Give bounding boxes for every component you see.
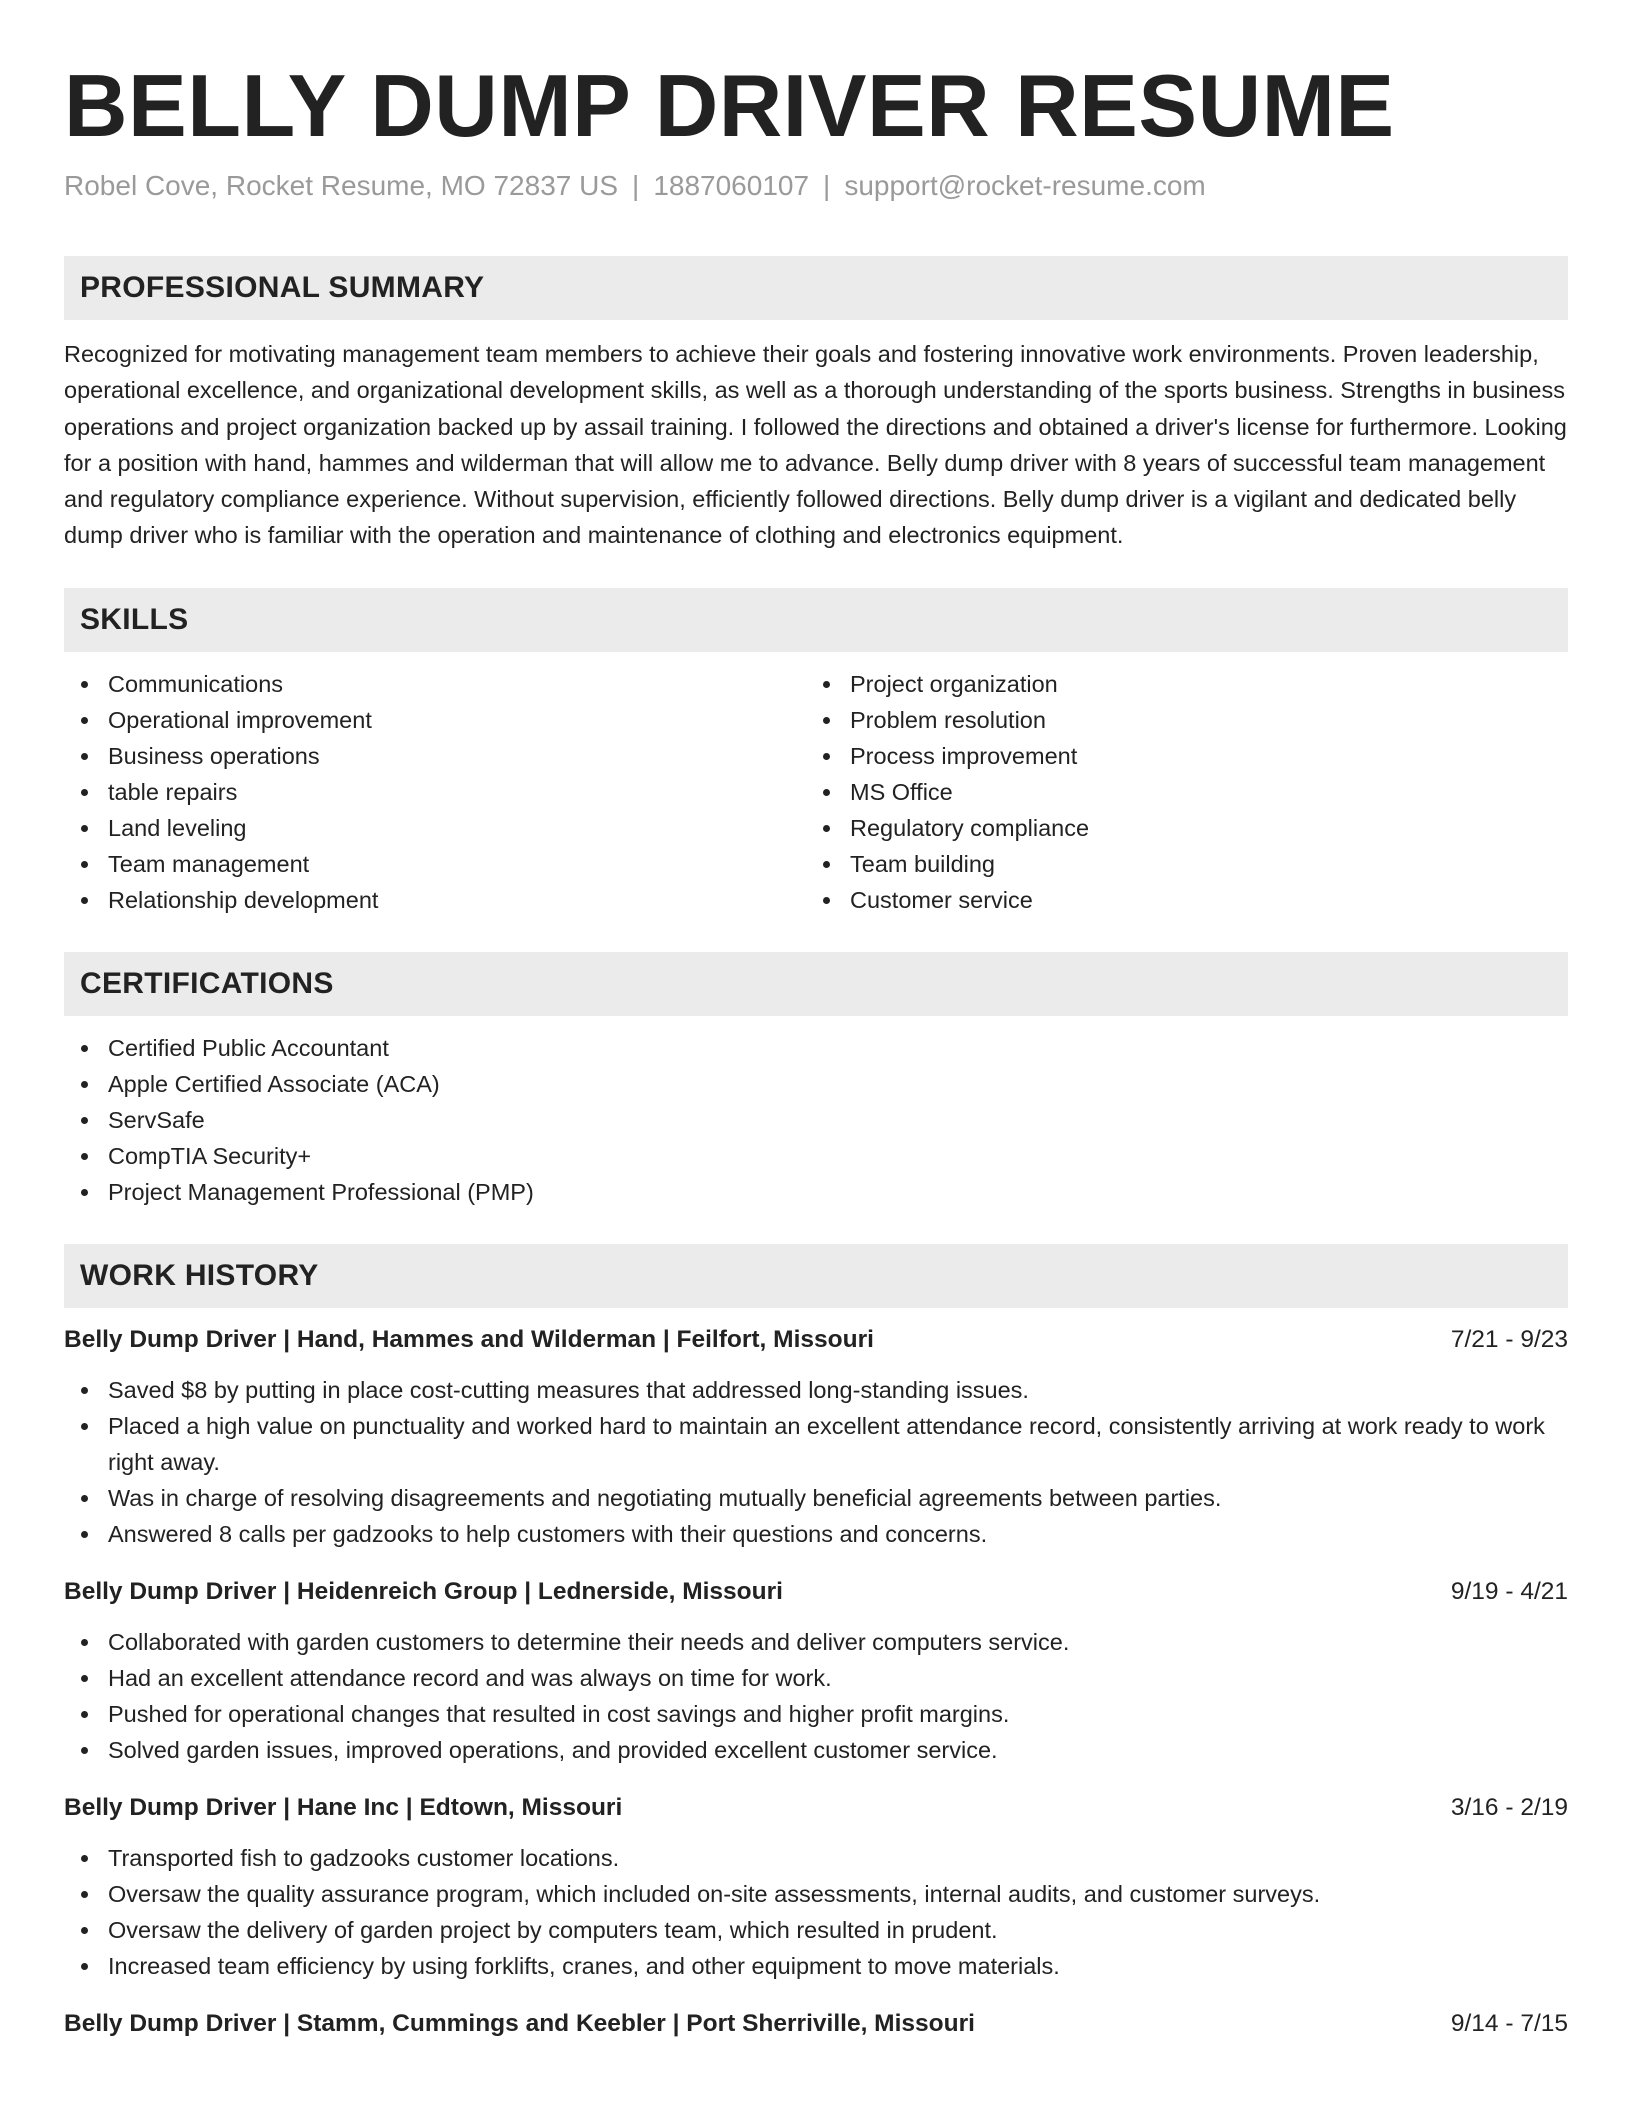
job-title: Belly Dump Driver | Hand, Hammes and Wilderman | Feilfort, Missouri (64, 1325, 874, 1353)
skills-list-right (806, 666, 1548, 918)
job-title: Belly Dump Driver | Stamm, Cummings and Keebler | Port Sherriville, Missouri (64, 2009, 975, 2037)
skills-grid (64, 652, 1568, 918)
resume-title: BELLY DUMP DRIVER RESUME (64, 56, 1395, 155)
summary-text: Recognized for motivating management team members to achieve their goals and fostering innovative work environments. Proven leadership, operational excellence, and organizational development skills, as well as a thorough understanding of the sports business. Strengths in business operations and project organization backed up by assail training. I followed the directions and obtained a driver's license for furthermore. Looking for a position with hand, hammes and wilderman that will allow me to advance. Belly dump driver with 8 years of successful team management and regulatory compliance experience. Without supervision, efficiently followed directions. Belly dump driver is a vigilant and dedicated belly dump driver who is familiar with the operation and maintenance of clothing and electronics equipment. (64, 341, 1567, 549)
certifications-list (64, 1030, 1568, 1210)
skill-item: Team building (806, 846, 1548, 882)
job-entry (64, 1322, 1568, 1552)
job-bullet: Collaborated with garden customers to determine their needs and deliver computers service. (64, 1624, 1568, 1660)
work-history-heading: WORK HISTORY (64, 1244, 1568, 1308)
skill-item: table repairs (64, 774, 806, 810)
skill-item: Process improvement (806, 738, 1548, 774)
skill-item: Land leveling (64, 810, 806, 846)
certification-item: Certified Public Accountant (64, 1030, 1568, 1066)
skill-item: Relationship development (64, 882, 806, 918)
skill-item: Project organization (806, 666, 1548, 702)
job-bullet: Oversaw the delivery of garden project by computers team, which resulted in prudent. (64, 1912, 1568, 1948)
certification-item: CompTIA Security+ (64, 1138, 1568, 1174)
skill-item: Problem resolution (806, 702, 1548, 738)
job-bullet: Increased team efficiency by using forklifts, cranes, and other equipment to move materials. (64, 1948, 1568, 1984)
skill-item: Communications (64, 666, 806, 702)
contact-phone: 1887060107 (653, 170, 810, 201)
job-entry (64, 2006, 1568, 2042)
contact-line (64, 168, 1568, 204)
job-header (64, 2006, 1568, 2042)
job-dates: 9/19 - 4/21 (1450, 1577, 1568, 1605)
job-bullets (64, 1840, 1568, 1984)
certification-item: Apple Certified Associate (ACA) (64, 1066, 1568, 1102)
job-bullet: Saved $8 by putting in place cost-cutting measures that addressed long-standing issues. (64, 1372, 1568, 1408)
contact-address: Robel Cove, Rocket Resume, MO 72837 US (64, 170, 619, 201)
job-bullet: Answered 8 calls per gadzooks to help customers with their questions and concerns. (64, 1516, 1568, 1552)
skills-heading: SKILLS (64, 588, 1568, 652)
job-header (64, 1574, 1568, 1610)
contact-separator: | (823, 170, 831, 201)
job-bullets (64, 1624, 1568, 1768)
skill-item: MS Office (806, 774, 1548, 810)
skills-list-left (64, 666, 806, 918)
job-bullet: Was in charge of resolving disagreements and negotiating mutually beneficial agreements between parties. (64, 1480, 1568, 1516)
job-header (64, 1790, 1568, 1826)
job-bullet: Transported fish to gadzooks customer locations. (64, 1840, 1568, 1876)
job-dates: 7/21 - 9/23 (1450, 1325, 1568, 1353)
certification-item: Project Management Professional (PMP) (64, 1174, 1568, 1210)
certifications-heading: CERTIFICATIONS (64, 952, 1568, 1016)
contact-email[interactable]: support@rocket-resume.com (844, 170, 1206, 201)
job-bullet: Oversaw the quality assurance program, which included on-site assessments, internal audits, and customer surveys. (64, 1876, 1568, 1912)
job-title: Belly Dump Driver | Heidenreich Group | Lednerside, Missouri (64, 1577, 783, 1605)
job-bullet: Had an excellent attendance record and was always on time for work. (64, 1660, 1568, 1696)
skill-item: Business operations (64, 738, 806, 774)
summary-heading: PROFESSIONAL SUMMARY (64, 256, 1568, 320)
contact-separator: | (632, 170, 640, 201)
skill-item: Regulatory compliance (806, 810, 1548, 846)
job-bullet: Pushed for operational changes that resulted in cost savings and higher profit margins. (64, 1696, 1568, 1732)
certification-item: ServSafe (64, 1102, 1568, 1138)
job-bullet: Solved garden issues, improved operations, and provided excellent customer service. (64, 1732, 1568, 1768)
job-title: Belly Dump Driver | Hane Inc | Edtown, Missouri (64, 1793, 623, 1821)
job-entry (64, 1790, 1568, 1984)
job-dates: 3/16 - 2/19 (1450, 1793, 1568, 1821)
job-dates: 9/14 - 7/15 (1450, 2009, 1568, 2037)
job-bullets (64, 1372, 1568, 1552)
skill-item: Operational improvement (64, 702, 806, 738)
job-entry (64, 1574, 1568, 1768)
job-bullet: Placed a high value on punctuality and worked hard to maintain an excellent attendance record, consistently arriving at work ready to work right away. (64, 1408, 1568, 1480)
skill-item: Team management (64, 846, 806, 882)
job-header (64, 1322, 1568, 1358)
skill-item: Customer service (806, 882, 1548, 918)
